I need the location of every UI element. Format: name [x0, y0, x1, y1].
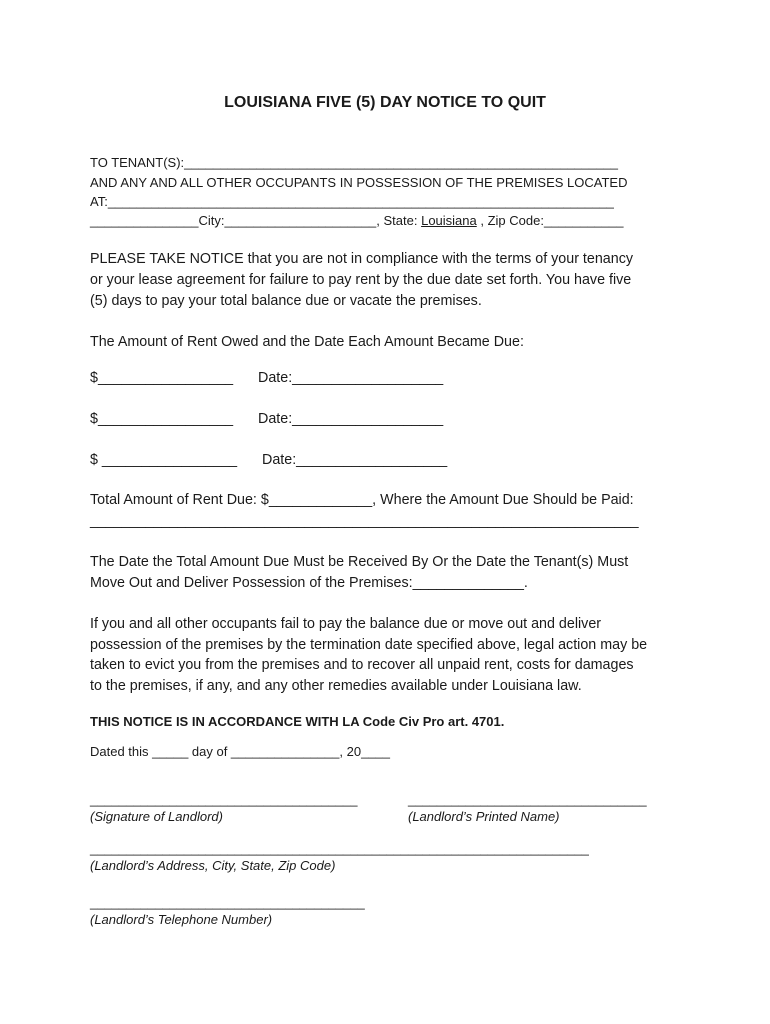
landlord-printed-name-line: _________________________________: [408, 792, 647, 807]
landlord-address-line: _____________________________________________________________________: [90, 841, 589, 856]
landlord-telephone-line: ______________________________________: [90, 895, 365, 910]
due-date-line-1: The Date the Total Amount Due Must be Received By Or the Date the Tenant(s) Must: [90, 554, 629, 570]
landlord-telephone-label: (Landlord’s Telephone Number): [90, 912, 273, 927]
payment-location-blank: _____________________________________________________________________: [90, 513, 639, 529]
occupants-line: AND ANY AND ALL OTHER OCCUPANTS IN POSSESSION OF THE PREMISES LOCATED: [90, 175, 628, 190]
rent-amount-3: $ _________________: [90, 452, 238, 468]
warning-paragraph-line-1: If you and all other occupants fail to pay the balance due or move out and deliver: [90, 616, 602, 632]
zip-code-blank: , Zip Code:___________: [476, 213, 624, 228]
warning-paragraph-line-3: taken to evict you from the premises and to recover all unpaid rent, costs for damages: [90, 657, 634, 673]
landlord-signature-line: _____________________________________: [90, 792, 358, 807]
document-title: LOUISIANA FIVE (5) DAY NOTICE TO QUIT: [224, 94, 546, 111]
rent-date-1: Date:___________________: [258, 370, 444, 386]
due-date-line-2: Move Out and Deliver Possession of the Premises:______________.: [90, 575, 528, 591]
state-value: Louisiana: [421, 213, 477, 228]
landlord-address-label: (Landlord’s Address, City, State, Zip Code): [90, 858, 336, 873]
rent-date-3: Date:___________________: [262, 452, 448, 468]
premises-address-line: [90, 213, 623, 228]
total-rent-due-line: Total Amount of Rent Due: $_____________, Where the Amount Due Should be Paid:: [90, 492, 634, 508]
warning-paragraph-line-2: possession of the premises by the termination date specified above, legal action may be: [90, 637, 648, 653]
warning-paragraph-line-4: to the premises, if any, and any other remedies available under Louisiana law.: [90, 678, 582, 694]
notice-paragraph-line-3: (5) days to pay your total balance due or vacate the premises.: [90, 293, 482, 309]
rent-amount-2: $_________________: [90, 411, 234, 427]
address-city-blank: _______________City:_____________________, State:: [90, 213, 422, 228]
landlord-signature-label: (Signature of Landlord): [90, 809, 223, 824]
tenant-names-line: TO TENANT(S):____________________________________________________________: [90, 155, 618, 170]
notice-paragraph-line-2: or your lease agreement for failure to pay rent by the due date set forth. You have five: [90, 272, 632, 288]
rent-date-2: Date:___________________: [258, 411, 444, 427]
premises-at-line: AT:______________________________________________________________________: [90, 194, 614, 209]
rent-amount-1: $_________________: [90, 370, 234, 386]
landlord-printed-name-label: (Landlord’s Printed Name): [408, 809, 560, 824]
dated-line: Dated this _____ day of _______________, 20____: [90, 744, 390, 759]
legal-accordance-statement: THIS NOTICE IS IN ACCORDANCE WITH LA Code Civ Pro art. 4701.: [90, 714, 505, 729]
notice-paragraph-line-1: PLEASE TAKE NOTICE that you are not in compliance with the terms of your tenancy: [90, 251, 634, 267]
rent-owed-heading: The Amount of Rent Owed and the Date Each Amount Became Due:: [90, 334, 524, 350]
